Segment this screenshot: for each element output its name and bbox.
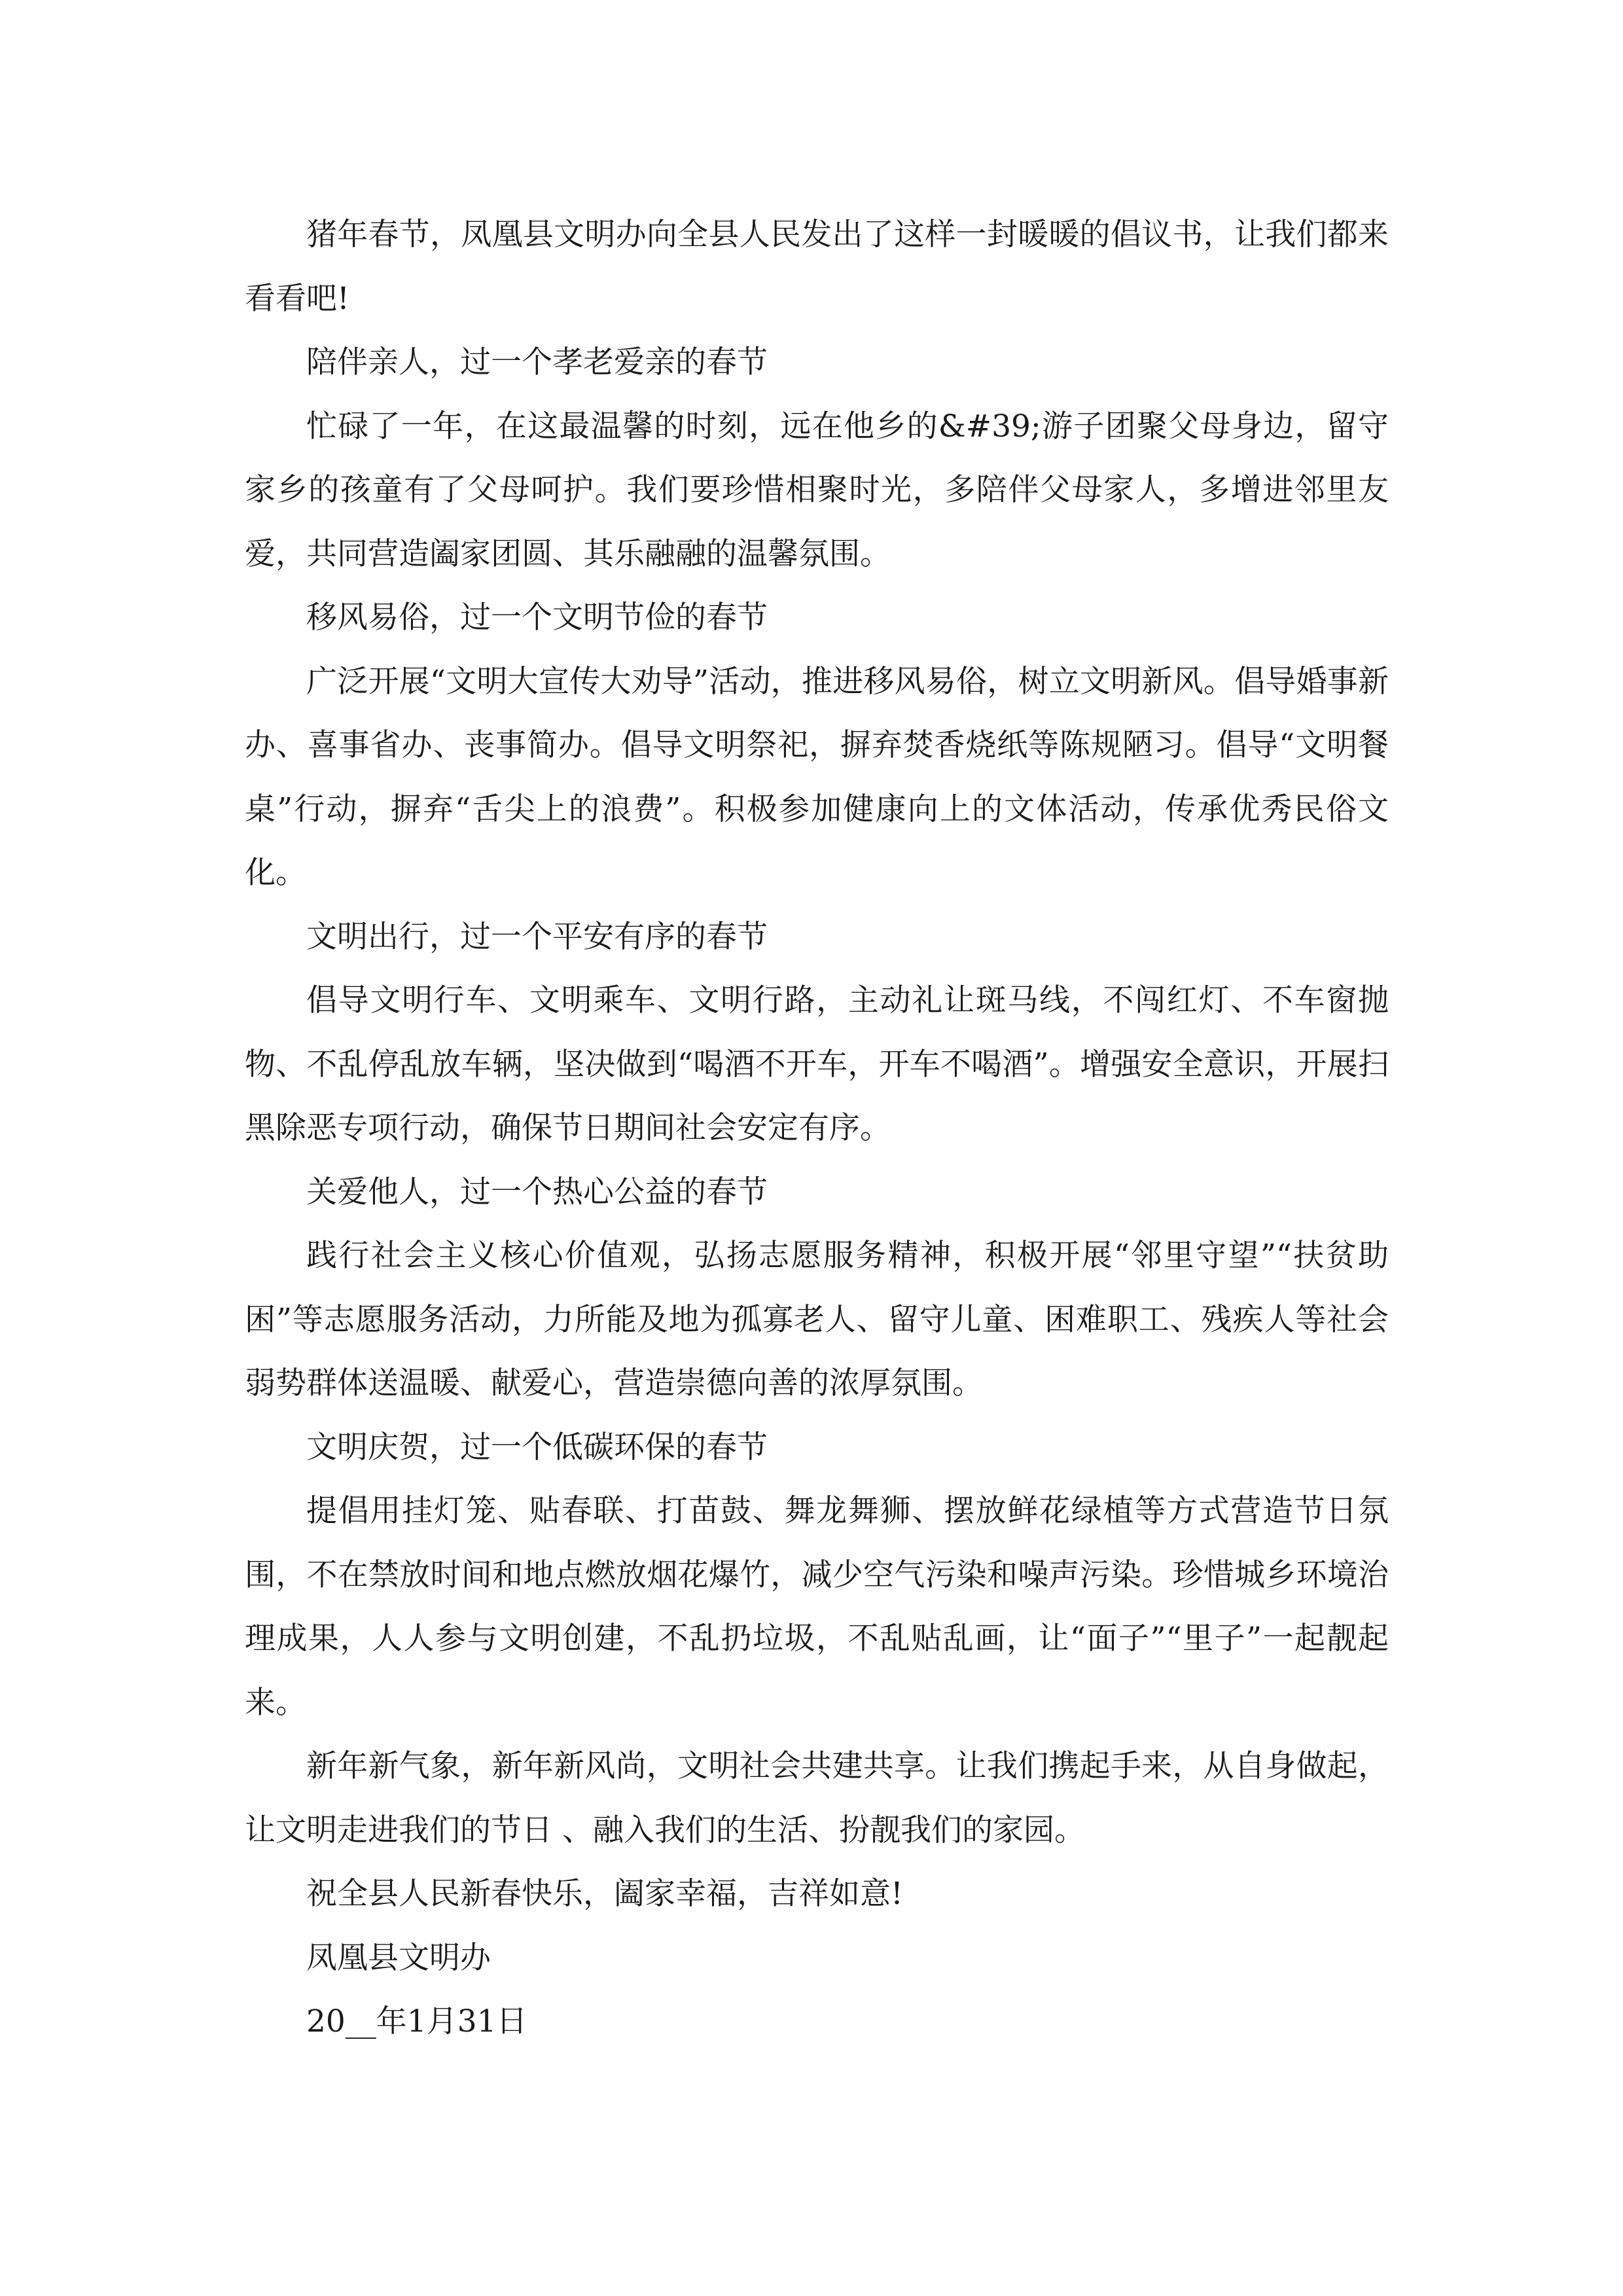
section-heading-environment: 文明庆贺，过一个低碳环保的春节 — [306, 1429, 768, 1465]
signature-date: 20__年1月31日 — [306, 2003, 527, 2039]
section-heading-family: 陪伴亲人，过一个孝老爱亲的春节 — [306, 344, 768, 380]
section-heading-charity: 关爱他人，过一个热心公益的春节 — [306, 1174, 768, 1210]
intro-paragraph: 猪年春节，凤凰县文明办向全县人民发出了这样一封暖暖的倡议书，让我们都来看看吧! — [245, 217, 1389, 317]
section-heading-customs: 移风易俗，过一个文明节俭的春节 — [306, 600, 768, 636]
greeting-line: 祝全县人民新春快乐，阖家幸福，吉祥如意! — [306, 1876, 903, 1912]
document-body — [245, 203, 1389, 2054]
section-body-customs: 广泛开展“文明大宣传大劝导”活动，推进移风易俗，树立文明新风。倡导婚事新办、喜事省办、丧事简办。倡导文明祭祀，摒弃焚香烧纸等陈规陋习。倡导“文明餐桌”行动，摒弃“舌尖上的浪费”。积极参加健康向上的文体活动，传承优秀民俗文化。 — [245, 663, 1389, 891]
signature-organization: 凤凰县文明办 — [306, 1939, 491, 1976]
section-body-environment: 提倡用挂灯笼、贴春联、打苗鼓、舞龙舞狮、摆放鲜花绿植等方式营造节日氛围，不在禁放时间和地点燃放烟花爆竹，减少空气污染和噪声污染。珍惜城乡环境治理成果，人人参与文明创建，不乱扔垃圾，不乱贴乱画，让“面子”“里子”一起靓起来。 — [245, 1493, 1389, 1721]
section-body-travel: 倡导文明行车、文明乘车、文明行路，主动礼让斑马线，不闯红灯、不车窗抛物、不乱停乱放车辆，坚决做到“喝酒不开车，开车不喝酒”。增强安全意识，开展扫黑除恶专项行动，确保节日期间社会安定有序。 — [245, 982, 1389, 1146]
section-heading-travel: 文明出行，过一个平安有序的春节 — [306, 918, 768, 955]
section-body-charity: 践行社会主义核心价值观，弘扬志愿服务精神，积极开展“邻里守望”“扶贫助困”等志愿服务活动，力所能及地为孤寡老人、留守儿童、困难职工、残疾人等社会弱势群体送温暖、献爱心，营造崇德向善的浓厚氛围。 — [245, 1238, 1389, 1401]
closing-paragraph: 新年新气象，新年新风尚，文明社会共建共享。让我们携起手来，从自身做起，让文明走进我们的节日 、融入我们的生活、扮靓我们的家园。 — [245, 1748, 1389, 1848]
section-body-family: 忙碌了一年，在这最温馨的时刻，远在他乡的&#39;游子团聚父母身边，留守家乡的孩童有了父母呵护。我们要珍惜相聚时光，多陪伴父母家人，多增进邻里友爱，共同营造阖家团圆、其乐融融的温馨氛围。 — [245, 408, 1389, 572]
